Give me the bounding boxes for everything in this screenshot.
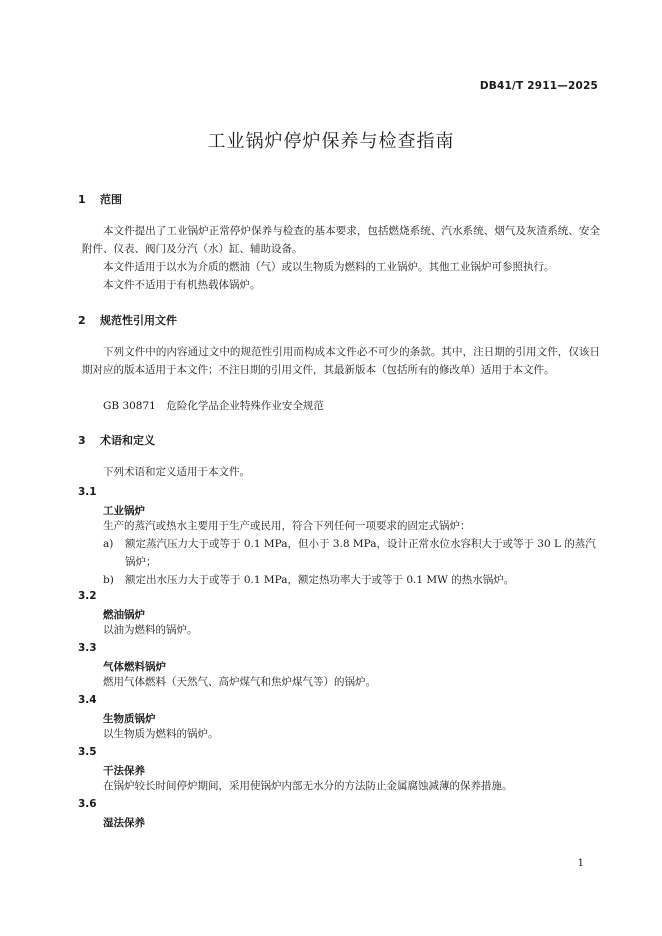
standard-number: DB41/T 2911—2025 (479, 80, 598, 92)
list-marker: a) (103, 538, 114, 550)
term-name: 工业锅炉 (103, 505, 145, 517)
section-3-heading (78, 432, 155, 448)
term-definition: 以生物质为燃料的锅炉。 (103, 728, 219, 740)
section-title: 术语和定义 (100, 434, 155, 447)
page-number: 1 (577, 858, 584, 869)
section-number: 1 (78, 193, 86, 206)
term-number: 3.4 (78, 694, 97, 706)
list-item-text: 额定蒸汽压力大于或等于 0.1 MPa，但小于 3.8 MPa，设计正常水位水容积大于或等于 30 L 的蒸汽锅炉； (125, 538, 596, 568)
term-number: 3.5 (78, 746, 97, 758)
section-1-paragraph-1: 本文件提出了工业锅炉正常停炉保养与检查的基本要求，包括燃烧系统、汽水系统、烟气及灰渣系统、安全附件、仪表、阀门及分汽（水）缸、辅助设备。 (82, 225, 600, 255)
term-name: 生物质锅炉 (103, 713, 156, 725)
list-item (103, 571, 600, 589)
term-definition: 燃用气体燃料（天然气、高炉煤气和焦炉煤气等）的锅炉。 (103, 676, 376, 688)
term-definition: 在锅炉较长时间停炉期间，采用使锅炉内部无水分的方法防止金属腐蚀减薄的保养措施。 (103, 780, 513, 792)
list-marker: b) (103, 574, 114, 586)
term-number: 3.3 (78, 642, 97, 654)
term-number: 3.1 (78, 486, 97, 498)
terms-intro: 下列术语和定义适用于本文件。 (103, 466, 250, 478)
section-number: 2 (78, 314, 86, 327)
section-2-heading (78, 312, 177, 328)
list-item (103, 535, 600, 571)
term-number: 3.2 (78, 590, 97, 602)
section-1-paragraph-3: 本文件不适用于有机热载体锅炉。 (103, 279, 261, 291)
term-definition: 以油为燃料的锅炉。 (103, 624, 198, 636)
section-1-paragraph-2: 本文件适用于以水为介质的燃油（气）或以生物质为燃料的工业锅炉。其他工业锅炉可参照执行。 (103, 261, 555, 273)
section-title: 规范性引用文件 (100, 314, 177, 327)
term-name: 干法保养 (103, 765, 145, 777)
term-number: 3.6 (78, 798, 97, 810)
term-name: 燃油锅炉 (103, 609, 145, 621)
section-2-paragraph-1: 下列文件中的内容通过文中的规范性引用而构成本文件必不可少的条款。其中，注日期的引用文件，仅该日期对应的版本适用于本文件；不注日期的引用文件，其最新版本（包括所有的修改单）适用于本文件。 (82, 346, 600, 376)
section-number: 3 (78, 434, 86, 447)
section-title: 范围 (100, 193, 122, 206)
section-1-heading (78, 191, 122, 207)
document-title: 工业锅炉停炉保养与检查指南 (207, 131, 455, 152)
list-item-text: 额定出水压力大于或等于 0.1 MPa，额定热功率大于或等于 0.1 MW 的热水锅炉。 (125, 574, 515, 586)
term-name: 气体燃料锅炉 (103, 661, 166, 673)
normative-reference: GB 30871 危险化学品企业特殊作业安全规范 (103, 400, 324, 412)
term-definition: 生产的蒸汽或热水主要用于生产或民用，符合下列任何一项要求的固定式锅炉： (103, 520, 471, 532)
term-name: 湿法保养 (103, 817, 145, 829)
